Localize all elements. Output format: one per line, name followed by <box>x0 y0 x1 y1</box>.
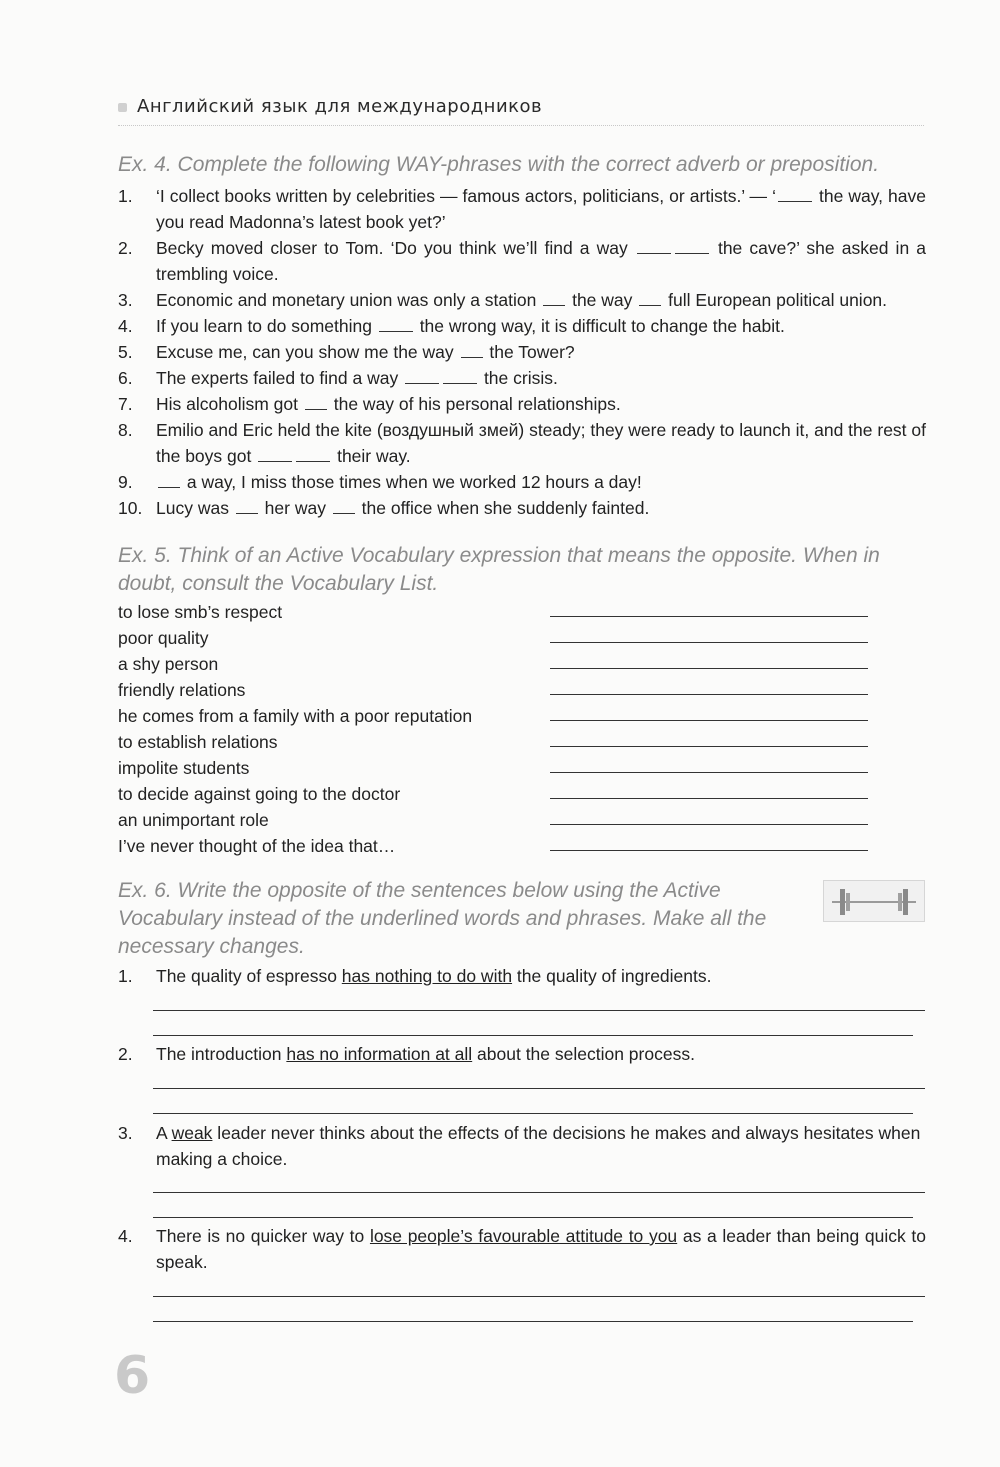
answer-blank[interactable] <box>379 315 413 332</box>
ex4-title: Ex. 4. Complete the following WAY-phrases with the correct adverb or preposition. <box>118 153 880 176</box>
answer-line[interactable] <box>550 798 868 799</box>
list-item: 1. ‘I collect books written by celebrities — famous actors, politicians, or artists.’ — ‘ the way, have you read Madonna’s latest book yet?’ <box>118 183 926 235</box>
header-title: Английский язык для международников <box>137 96 543 117</box>
answer-blank[interactable] <box>639 289 661 306</box>
answer-blank[interactable] <box>461 341 483 358</box>
answer-blank[interactable] <box>637 237 671 254</box>
answer-line[interactable] <box>153 1088 925 1089</box>
answer-line[interactable] <box>550 746 868 747</box>
answer-line[interactable] <box>550 824 868 825</box>
ex6-title: Ex. 6. Write the opposite of the sentences below using the Active Vocabulary instead of the underlined words and phrases. Make all the necessary changes. <box>118 879 767 958</box>
list-item: to decide against going to the doctor <box>118 781 878 807</box>
list-item: impolite students <box>118 755 878 781</box>
ex5-title: Ex. 5. Think of an Active Vocabulary expression that means the opposite. When in doubt, consult the Vocabulary List. <box>118 544 880 595</box>
answer-line[interactable] <box>550 720 868 721</box>
list-item: 10. Lucy was her way the office when she suddenly fainted. <box>118 495 926 521</box>
list-item: to lose smb’s respect <box>118 599 878 625</box>
list-item: 8. Emilio and Eric held the kite (воздушный змей) steady; they were ready to launch it, and the rest of the boys got their way. <box>118 417 926 469</box>
list-item: to establish relations <box>118 729 878 755</box>
answer-blank[interactable] <box>778 185 812 202</box>
answer-line[interactable] <box>153 1113 913 1114</box>
answer-blank[interactable] <box>158 471 180 488</box>
list-item: 3. Economic and monetary union was only a station the way full European political union. <box>118 287 926 313</box>
list-item: 6. The experts failed to find a way the crisis. <box>118 365 926 391</box>
answer-line[interactable] <box>153 1217 913 1218</box>
item-number: 1. <box>118 186 133 206</box>
item-number: 7. <box>118 394 133 414</box>
running-header <box>118 96 924 126</box>
item-number: 9. <box>118 472 133 492</box>
page-number: 6 <box>114 1346 151 1406</box>
answer-blank[interactable] <box>305 393 327 410</box>
list-item: poor quality <box>118 625 878 651</box>
ex6-item: 2. The introduction has no information at all about the selection process. <box>118 1044 695 1064</box>
answer-blank[interactable] <box>296 445 330 462</box>
answer-blank[interactable] <box>333 497 355 514</box>
item-number: 5. <box>118 342 133 362</box>
header-bullet-icon <box>118 103 127 112</box>
answer-line[interactable] <box>153 1192 925 1193</box>
ex6-item: 3. A weak leader never thinks about the effects of the decisions he makes and always hesitates when making a choice. <box>118 1123 921 1169</box>
answer-line[interactable] <box>153 1296 925 1297</box>
answer-line[interactable] <box>153 1035 913 1036</box>
dumbbell-icon <box>823 880 925 922</box>
answer-blank[interactable] <box>543 289 565 306</box>
list-item: an unimportant role <box>118 807 878 833</box>
list-item: a shy person <box>118 651 878 677</box>
list-item: he comes from a family with a poor reputation <box>118 703 878 729</box>
answer-line[interactable] <box>550 616 868 617</box>
answer-line[interactable] <box>550 694 868 695</box>
answer-blank[interactable] <box>405 367 439 384</box>
list-item: 4. If you learn to do something the wrong way, it is difficult to change the habit. <box>118 313 926 339</box>
list-item: friendly relations <box>118 677 878 703</box>
answer-line[interactable] <box>153 1010 925 1011</box>
item-number: 8. <box>118 420 133 440</box>
answer-line[interactable] <box>153 1321 913 1322</box>
answer-blank[interactable] <box>443 367 477 384</box>
list-item: 7. His alcoholism got the way of his personal relationships. <box>118 391 926 417</box>
answer-line[interactable] <box>550 850 868 851</box>
answer-blank[interactable] <box>258 445 292 462</box>
answer-line[interactable] <box>550 668 868 669</box>
list-item: I’ve never thought of the idea that… <box>118 833 878 859</box>
answer-line[interactable] <box>550 772 868 773</box>
answer-blank[interactable] <box>236 497 258 514</box>
ex6-item: 1. The quality of espresso has nothing to do with the quality of ingredients. <box>118 966 712 986</box>
list-item: 5. Excuse me, can you show me the way the Tower? <box>118 339 926 365</box>
answer-blank[interactable] <box>675 237 709 254</box>
list-item: 2. Becky moved closer to Tom. ‘Do you think we’ll find a way the cave?’ she asked in a trembling voice. <box>118 235 926 287</box>
item-number: 6. <box>118 368 133 388</box>
list-item: 9. a way, I miss those times when we worked 12 hours a day! <box>118 469 926 495</box>
answer-line[interactable] <box>550 642 868 643</box>
item-number: 3. <box>118 290 133 310</box>
item-number: 10. <box>118 498 143 518</box>
item-number: 4. <box>118 316 133 336</box>
ex4-list <box>118 183 926 521</box>
ex5-list <box>118 599 878 859</box>
item-number: 2. <box>118 238 133 258</box>
ex6-item: 4. There is no quicker way to lose people’s favourable attitude to you as a leader than being quick to speak. <box>118 1226 926 1272</box>
